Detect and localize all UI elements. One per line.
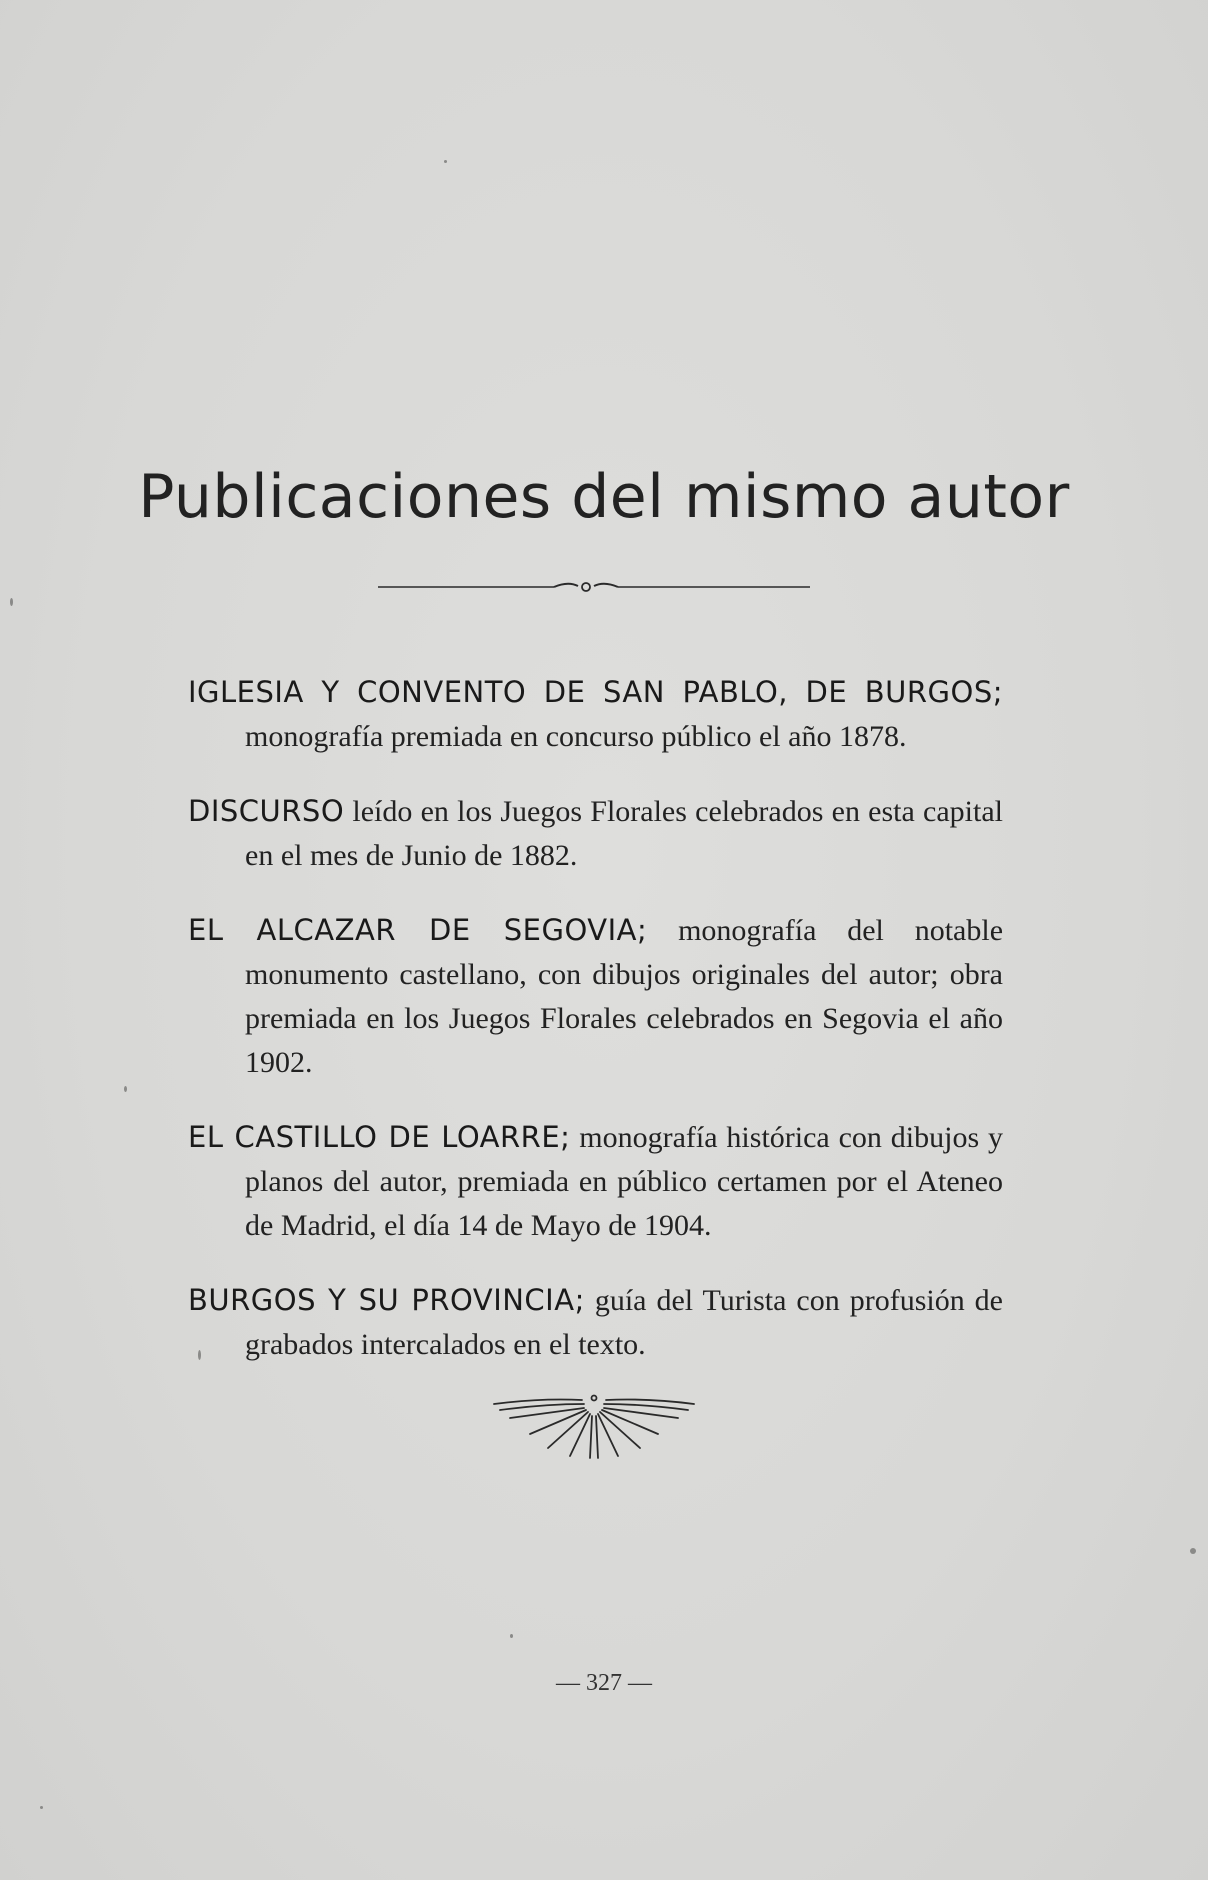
publication-description: leído en los Juegos Florales celebrados en esta capital en el mes de Junio de 1882. (245, 795, 1003, 872)
publication-title: EL CASTILLO DE LOARRE; (188, 1120, 571, 1154)
publication-description: guía del Turista con profusión de grabados intercalados en el texto. (245, 1284, 1003, 1361)
publication-description: monografía del notable monumento castellano, con dibujos originales del autor; obra premiada en los Juegos Florales celebrados en Segovia el año 1902. (245, 914, 1004, 1079)
paper-speck (10, 598, 13, 606)
publication-title: EL ALCAZAR DE SEGOVIA; (188, 913, 648, 947)
publication-title: DISCURSO (188, 794, 345, 828)
fleuron-ornament (490, 1390, 698, 1470)
publication-entry (188, 789, 1003, 878)
paper-speck (124, 1086, 127, 1092)
publication-description: monografía premiada en concurso público el año 1878. (245, 720, 907, 753)
publication-entry (188, 670, 1003, 759)
page-number: — 327 — (556, 1670, 652, 1696)
paper-speck (1190, 1548, 1196, 1554)
publication-title: BURGOS Y SU PROVINCIA; (188, 1283, 585, 1317)
publication-entry (188, 908, 1003, 1085)
publications-list (188, 640, 1003, 1381)
paper-speck (510, 1634, 513, 1638)
publication-entry (188, 1115, 1003, 1248)
publication-title: IGLESIA Y CONVENTO DE SAN PABLO, DE BURGOS; (188, 675, 1003, 709)
paper-speck (198, 1350, 201, 1360)
publication-description: monografía histórica con dibujos y planos del autor, premiada en público certamen por el Ateneo de Madrid, el día 14 de Mayo de 1904. (245, 1121, 1003, 1242)
title-divider-ornament (378, 580, 810, 594)
paper-speck (40, 1806, 43, 1809)
publication-entry (188, 1278, 1003, 1367)
page-title: Publicaciones del mismo autor (138, 462, 1070, 532)
paper-speck (444, 160, 447, 163)
